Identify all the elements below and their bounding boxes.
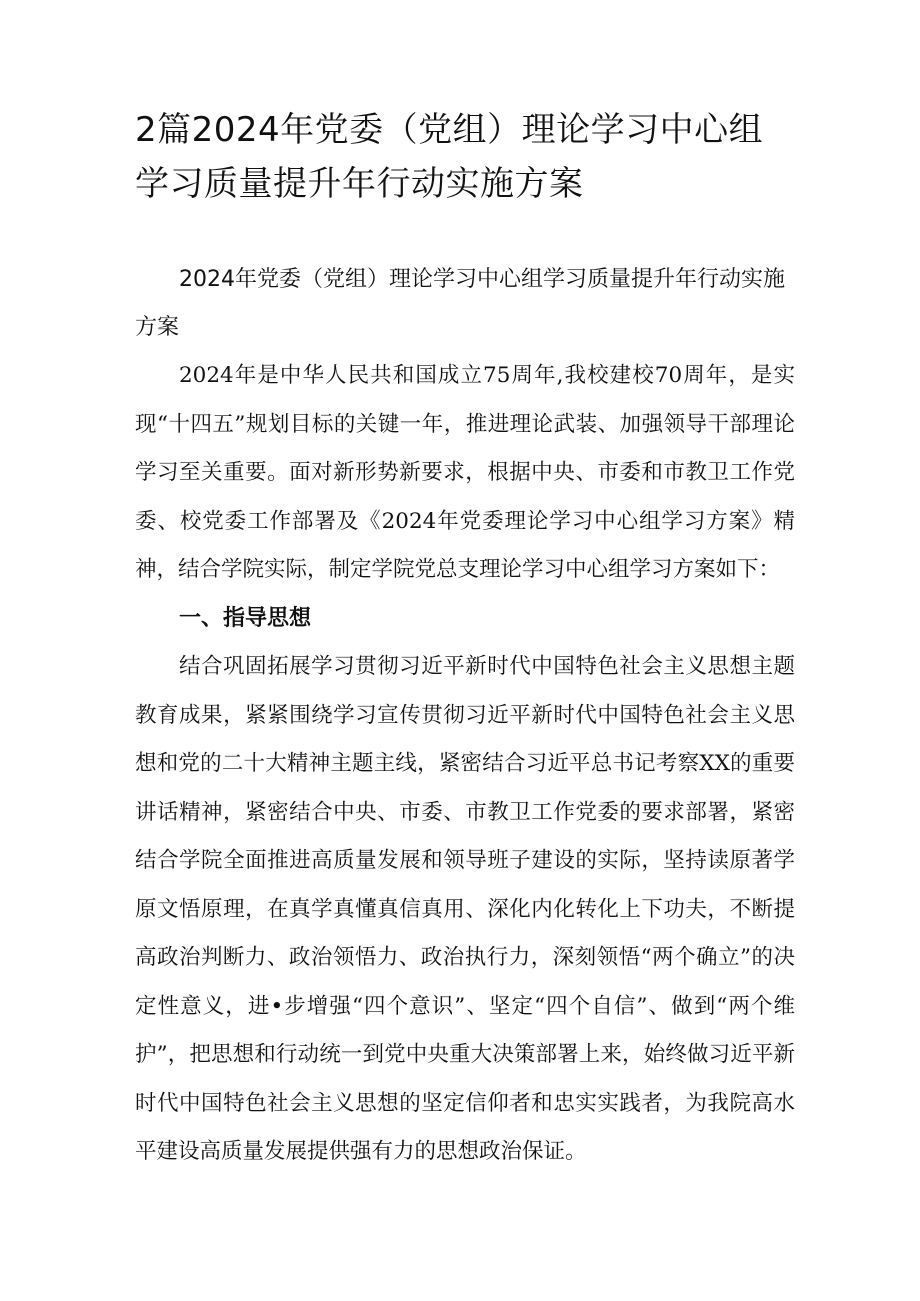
section-paragraph-guiding-ideology: 结合巩固拓展学习贯彻习近平新时代中国特色社会主义思想主题教育成果，紧紧围绕学习宣传贯彻习近平新时代中国特色社会主义思想和党的二十大精神主题主线，紧密结合习近平总书记考察XX的重要讲话精神，紧密结合中央、市委、市教卫工作党委的要求部署，紧密结合学院全面推进高质量发展和领导班子建设的实际，坚持读原著学原文悟原理，在真学真懂真信真用、深化内化转化上下功夫，不断提高政治判断力、政治领悟力、政治执行力，深刻领悟“两个确立”的决定性意义，进•步增强“四个意识”、坚定“四个自信”、做到“两个维护”，把思想和行动统一到党中央重大决策部署上来，始终做习近平新时代中国特色社会主义思想的坚定信仰者和忠实实践者，为我院高水平建设高质量发展提供强有力的思想政治保证。 <box>135 654 795 1164</box>
document-subtitle: 2024年党委（党组）理论学习中心组学习质量提升年行动实施方案 <box>135 267 785 340</box>
document-title: 2篇2024年党委（党组）理论学习中心组学习质量提升年行动实施方案 <box>135 110 764 204</box>
section-heading-guiding-ideology: 一、指导思想 <box>179 606 312 631</box>
intro-paragraph: 2024年是中华人民共和国成立75周年,我校建校70周年，是实现“十四五”规划目标的关键一年，推进理论武装、加强领导干部理论学习至关重要。面对新形势新要求，根据中央、市委和市教卫工作党委、校党委工作部署及《2024年党委理论学习中心组学习方案》精神，结合学院实际，制定学院党总支理论学习中心组学习方案如下： <box>135 363 795 582</box>
